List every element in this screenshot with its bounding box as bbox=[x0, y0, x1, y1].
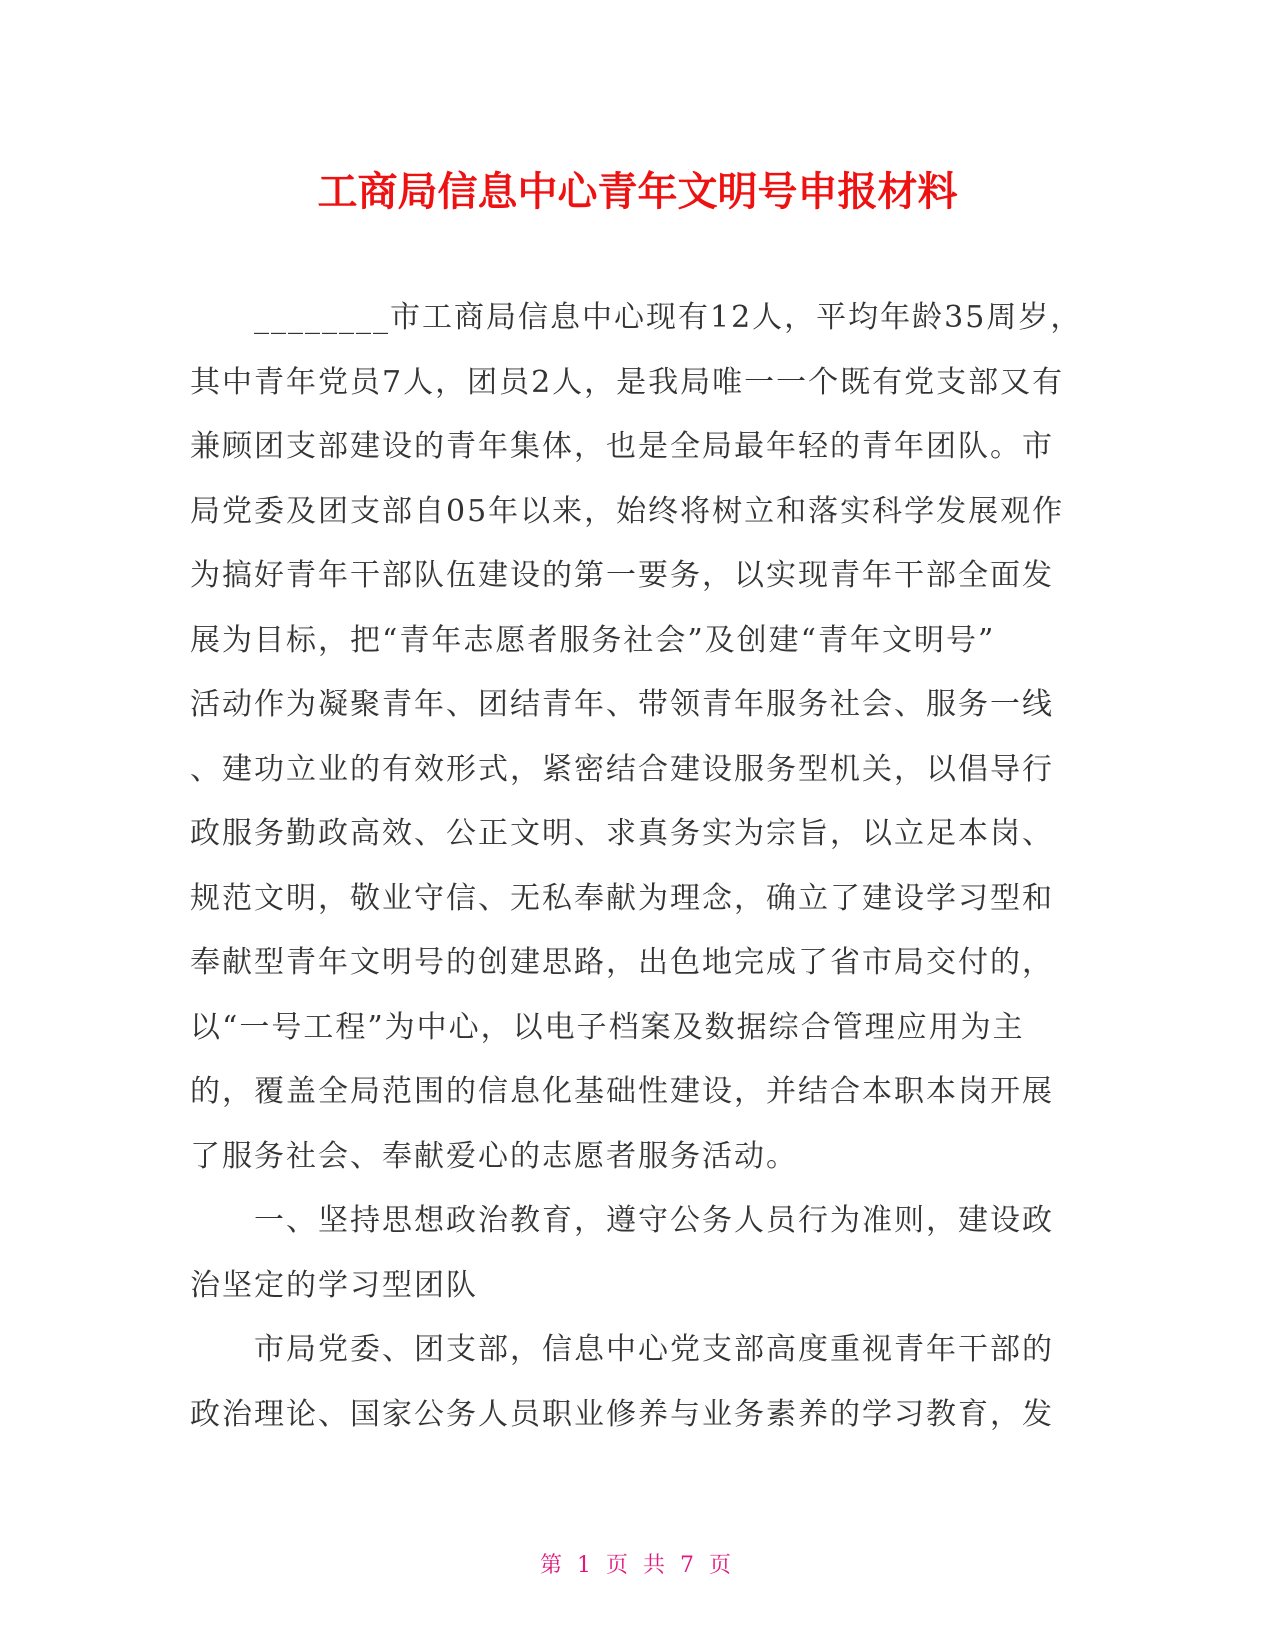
body-line: 政治理论、国家公务人员职业修养与业务素养的学习教育，发 bbox=[190, 1396, 1054, 1432]
body-line: 市局党委、团支部，信息中心党支部高度重视青年干部的 bbox=[254, 1332, 1054, 1367]
body-line: ________市工商局信息中心现有12人，平均年龄35周岁， bbox=[254, 300, 1083, 335]
section-heading-line: 一、坚持思想政治教育，遵守公务人员行为准则，建设政 bbox=[254, 1203, 1054, 1238]
page-number-footer: 第 1 页 共 7 页 bbox=[540, 1553, 735, 1578]
body-line: 其中青年党员7人，团员2人，是我局唯一一个既有党支部又有 bbox=[190, 364, 1065, 400]
body-line: 兼顾团支部建设的青年集体，也是全局最年轻的青年团队。市 bbox=[190, 429, 1054, 464]
section-heading-line: 治坚定的学习型团队 bbox=[190, 1267, 478, 1303]
body-line: 的，覆盖全局范围的信息化基础性建设，并结合本职本岗开展 bbox=[190, 1074, 1054, 1109]
body-line: 、建功立业的有效形式，紧密结合建设服务型机关，以倡导行 bbox=[190, 751, 1054, 787]
body-line: 规范文明，敬业守信、无私奉献为理念，确立了建设学习型和 bbox=[190, 880, 1054, 916]
body-line: 了服务社会、奉献爱心的志愿者服务活动。 bbox=[190, 1138, 798, 1174]
body-line: 展为目标，把“青年志愿者服务社会”及创建“青年文明号” bbox=[190, 622, 996, 658]
body-line: 为搞好青年干部队伍建设的第一要务，以实现青年干部全面发 bbox=[190, 558, 1054, 593]
body-line: 政服务勤政高效、公正文明、求真务实为宗旨，以立足本岗、 bbox=[190, 816, 1054, 851]
body-line: 以“一号工程”为中心，以电子档案及数据综合管理应用为主 bbox=[190, 1009, 1025, 1045]
body-line: 奉献型青年文明号的创建思路，出色地完成了省市局交付的， bbox=[190, 945, 1054, 980]
body-line: 活动作为凝聚青年、团结青年、带领青年服务社会、服务一线 bbox=[190, 687, 1054, 722]
document-title: 工商局信息中心青年文明号申报材料 bbox=[317, 169, 958, 215]
document-body bbox=[190, 286, 1083, 1447]
body-line: 局党委及团支部自05年以来，始终将树立和落实科学发展观作 bbox=[190, 493, 1065, 529]
